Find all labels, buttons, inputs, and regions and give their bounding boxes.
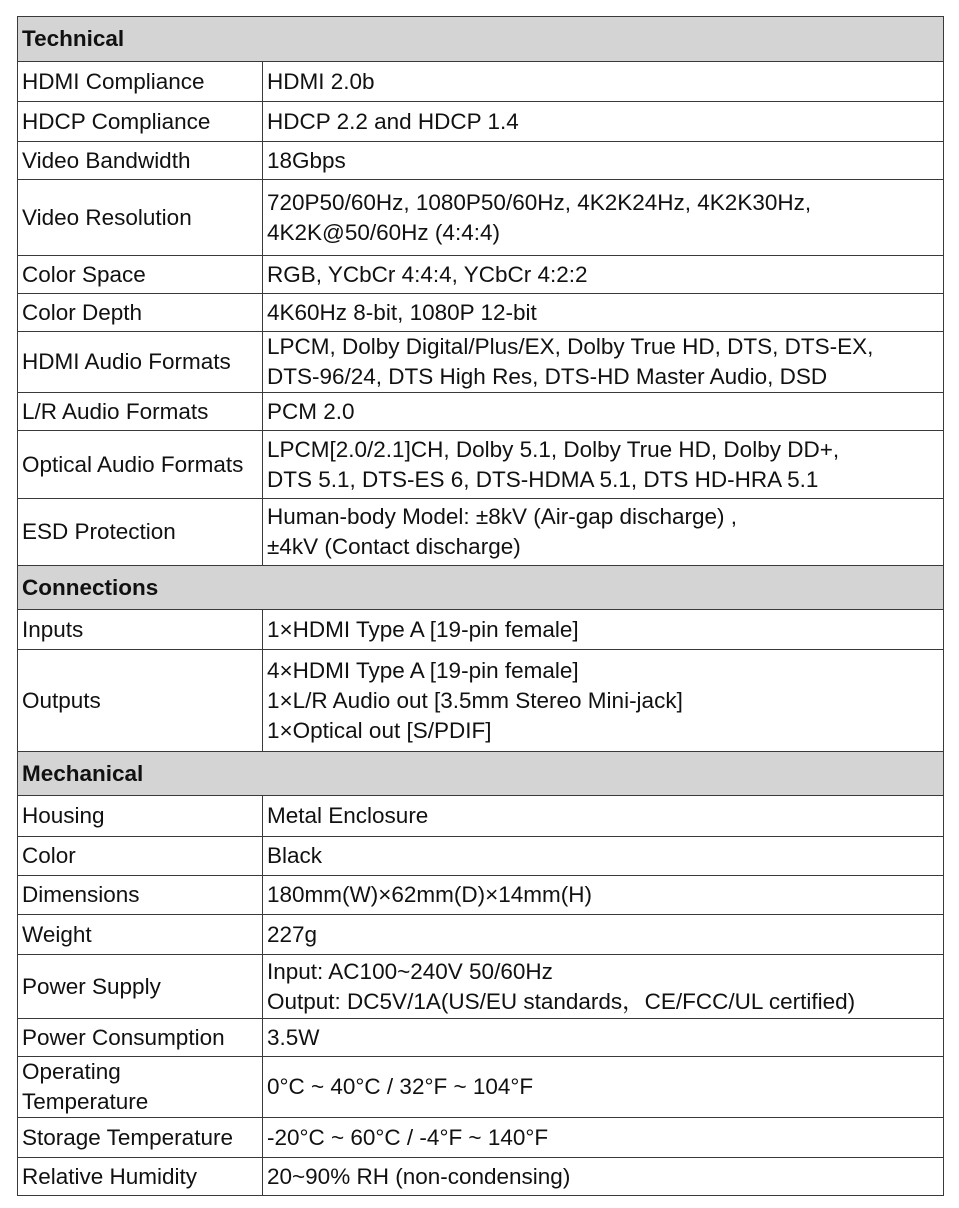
section-header-connections xyxy=(18,566,944,610)
spec-value-line: Metal Enclosure xyxy=(267,803,429,828)
spec-value xyxy=(263,876,944,915)
spec-value-line: 180mm(W)×62mm(D)×14mm(H) xyxy=(267,882,593,907)
section-title: Connections xyxy=(18,566,944,610)
spec-label-line: ESD Protection xyxy=(22,519,176,544)
spec-value-line: PCM 2.0 xyxy=(267,398,355,424)
spec-label-line: Power Supply xyxy=(22,973,161,999)
spec-value xyxy=(263,650,944,752)
spec-value-line: 1×L/R Audio out [3.5mm Stereo Mini-jack] xyxy=(267,687,683,713)
spec-value xyxy=(263,610,944,650)
spec-label xyxy=(18,837,263,876)
spec-value-line: Input: AC100~240V 50/60Hz xyxy=(267,958,553,984)
spec-row xyxy=(18,1158,944,1196)
spec-label-line: Storage Temperature xyxy=(22,1124,233,1150)
spec-value xyxy=(263,837,944,876)
spec-label xyxy=(18,393,263,431)
section-header-technical xyxy=(18,17,944,62)
spec-label xyxy=(18,256,263,294)
spec-row xyxy=(18,1019,944,1057)
spec-label xyxy=(18,142,263,180)
spec-value xyxy=(263,142,944,180)
spec-row xyxy=(18,332,944,393)
spec-label-line: Color Depth xyxy=(22,299,143,325)
spec-label-line: HDMI Compliance xyxy=(22,68,205,94)
spec-value-line: DTS 5.1, DTS-ES 6, DTS-HDMA 5.1, DTS HD-HRA 5.1 xyxy=(267,466,819,492)
spec-value-line: ±4kV (Contact discharge) xyxy=(267,534,521,559)
spec-value-line: 720P50/60Hz, 1080P50/60Hz, 4K2K24Hz, 4K2K30Hz, xyxy=(267,189,812,215)
spec-value-line: 4×HDMI Type A [19-pin female] xyxy=(267,657,579,683)
spec-value-line: 20~90% RH (non-condensing) xyxy=(267,1163,571,1189)
spec-value-line: Human-body Model: ±8kV (Air-gap discharge) , xyxy=(267,504,738,529)
spec-row xyxy=(18,1057,944,1118)
spec-label-line: HDMI Audio Formats xyxy=(22,349,231,374)
spec-value-line: 4K60Hz 8-bit, 1080P 12-bit xyxy=(267,299,537,325)
spec-row xyxy=(18,1118,944,1158)
spec-row xyxy=(18,62,944,102)
spec-value-line: HDMI 2.0b xyxy=(267,68,375,94)
spec-value xyxy=(263,332,944,393)
spec-label-line: Color xyxy=(22,843,76,868)
spec-value-line: 1×Optical out [S/PDIF] xyxy=(267,717,492,743)
spec-row xyxy=(18,180,944,256)
spec-table-body xyxy=(18,17,944,1196)
spec-label xyxy=(18,650,263,752)
spec-label-line: Inputs xyxy=(22,616,84,642)
spec-value-line: 1×HDMI Type A [19-pin female] xyxy=(267,616,579,642)
spec-value xyxy=(263,431,944,499)
spec-label xyxy=(18,1019,263,1057)
spec-value-line: 0°C ~ 40°C / 32°F ~ 104°F xyxy=(267,1074,534,1099)
spec-label xyxy=(18,332,263,393)
spec-label xyxy=(18,955,263,1019)
section-header-mechanical xyxy=(18,752,944,796)
spec-value-line: 3.5W xyxy=(267,1024,320,1050)
spec-label xyxy=(18,796,263,837)
spec-value xyxy=(263,1019,944,1057)
spec-label-line: Video Bandwidth xyxy=(22,147,191,173)
spec-row xyxy=(18,610,944,650)
spec-label xyxy=(18,915,263,955)
spec-value xyxy=(263,393,944,431)
spec-row xyxy=(18,796,944,837)
spec-label xyxy=(18,1158,263,1196)
spec-row xyxy=(18,650,944,752)
spec-value-line: 18Gbps xyxy=(267,147,346,173)
spec-value xyxy=(263,1118,944,1158)
spec-label-line: Outputs xyxy=(22,687,101,713)
spec-value xyxy=(263,1057,944,1118)
spec-value xyxy=(263,499,944,566)
spec-value-line: LPCM[2.0/2.1]CH, Dolby 5.1, Dolby True HD, Dolby DD+, xyxy=(267,436,840,462)
spec-row xyxy=(18,431,944,499)
spec-label-line: Housing xyxy=(22,803,105,828)
spec-value xyxy=(263,294,944,332)
spec-value xyxy=(263,955,944,1019)
section-title: Technical xyxy=(18,17,944,62)
spec-label-line: Optical Audio Formats xyxy=(22,451,244,477)
spec-label xyxy=(18,499,263,566)
spec-label-line: Temperature xyxy=(22,1089,149,1114)
spec-label xyxy=(18,180,263,256)
spec-row xyxy=(18,256,944,294)
spec-value xyxy=(263,62,944,102)
spec-row xyxy=(18,837,944,876)
spec-label-line: Power Consumption xyxy=(22,1024,225,1050)
spec-label-line: Operating xyxy=(22,1059,121,1084)
spec-value xyxy=(263,256,944,294)
spec-row xyxy=(18,499,944,566)
spec-value-line: Black xyxy=(267,843,323,868)
spec-value-line: -20°C ~ 60°C / -4°F ~ 140°F xyxy=(267,1124,549,1150)
spec-label xyxy=(18,62,263,102)
spec-value-line: 4K2K@50/60Hz (4:4:4) xyxy=(267,219,500,245)
spec-label-line: HDCP Compliance xyxy=(22,108,211,134)
spec-row xyxy=(18,294,944,332)
spec-row xyxy=(18,915,944,955)
spec-value-line: LPCM, Dolby Digital/Plus/EX, Dolby True HD, DTS, DTS-EX, xyxy=(267,334,874,359)
spec-value-line: Output: DC5V/1A(US/EU standards，CE/FCC/UL certified) xyxy=(267,988,856,1014)
spec-label xyxy=(18,431,263,499)
spec-label-line: Weight xyxy=(22,921,92,947)
spec-row xyxy=(18,142,944,180)
spec-label xyxy=(18,294,263,332)
spec-value-line: DTS-96/24, DTS High Res, DTS-HD Master Audio, DSD xyxy=(267,364,828,389)
spec-value xyxy=(263,1158,944,1196)
spec-row xyxy=(18,102,944,142)
spec-table xyxy=(17,16,944,1196)
spec-value xyxy=(263,915,944,955)
spec-row xyxy=(18,393,944,431)
spec-value-line: RGB, YCbCr 4:4:4, YCbCr 4:2:2 xyxy=(267,261,588,287)
spec-label-line: Relative Humidity xyxy=(22,1163,198,1189)
spec-label xyxy=(18,102,263,142)
spec-label xyxy=(18,610,263,650)
spec-label xyxy=(18,1057,263,1118)
spec-row xyxy=(18,955,944,1019)
spec-value-line: HDCP 2.2 and HDCP 1.4 xyxy=(267,108,519,134)
spec-label xyxy=(18,876,263,915)
spec-label-line: Video Resolution xyxy=(22,204,192,230)
spec-value xyxy=(263,102,944,142)
spec-row xyxy=(18,876,944,915)
spec-label-line: Dimensions xyxy=(22,882,140,907)
spec-label-line: Color Space xyxy=(22,261,146,287)
spec-label xyxy=(18,1118,263,1158)
spec-value xyxy=(263,180,944,256)
section-title: Mechanical xyxy=(18,752,944,796)
spec-value xyxy=(263,796,944,837)
spec-value-line: 227g xyxy=(267,921,318,947)
spec-label-line: L/R Audio Formats xyxy=(22,398,209,424)
